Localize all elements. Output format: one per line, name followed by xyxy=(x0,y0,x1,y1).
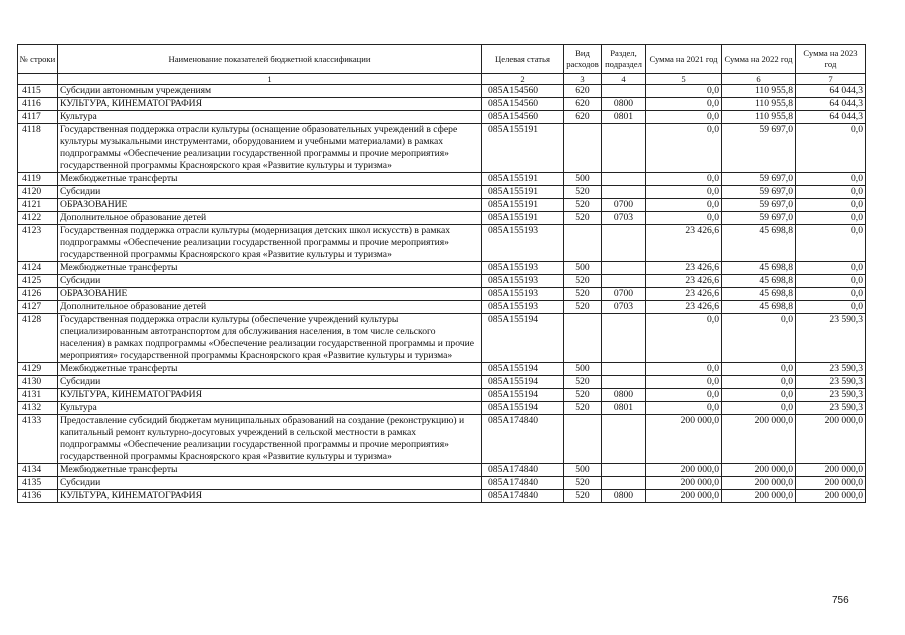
section-code xyxy=(602,85,646,98)
target-article: 085A155194 xyxy=(482,314,564,363)
target-article: 085A155191 xyxy=(482,186,564,199)
section-code: 0800 xyxy=(602,490,646,503)
sum-2023: 23 590,3 xyxy=(796,402,866,415)
sum-2021: 200 000,0 xyxy=(646,490,722,503)
sum-2021: 23 426,6 xyxy=(646,262,722,275)
target-article: 085A155191 xyxy=(482,173,564,186)
column-index: 1 xyxy=(58,74,482,85)
row-number: 4134 xyxy=(18,464,58,477)
sum-2023: 23 590,3 xyxy=(796,389,866,402)
column-index: 6 xyxy=(722,74,796,85)
target-article: 085A155191 xyxy=(482,124,564,173)
sum-2023: 200 000,0 xyxy=(796,490,866,503)
target-article: 085A174840 xyxy=(482,464,564,477)
sum-2021: 23 426,6 xyxy=(646,275,722,288)
table-row xyxy=(18,490,866,503)
column-index: 7 xyxy=(796,74,866,85)
table-row xyxy=(18,111,866,124)
header-row-number: № строки xyxy=(18,45,58,74)
sum-2021: 200 000,0 xyxy=(646,477,722,490)
row-number: 4118 xyxy=(18,124,58,173)
indicator-name: Дополнительное образование детей xyxy=(58,212,482,225)
expense-type xyxy=(564,314,602,363)
row-number: 4130 xyxy=(18,376,58,389)
indicator-name: Межбюджетные трансферты xyxy=(58,363,482,376)
budget-table xyxy=(17,44,866,503)
sum-2022: 45 698,8 xyxy=(722,262,796,275)
row-number: 4123 xyxy=(18,225,58,262)
row-number: 4124 xyxy=(18,262,58,275)
header-section: Раздел, подраздел xyxy=(602,45,646,74)
header-sum-2023: Сумма на 2023 год xyxy=(796,45,866,74)
row-number: 4120 xyxy=(18,186,58,199)
row-number: 4129 xyxy=(18,363,58,376)
sum-2022: 0,0 xyxy=(722,402,796,415)
indicator-name: Межбюджетные трансферты xyxy=(58,262,482,275)
indicator-name: Государственная поддержка отрасли культуры (оснащение образовательных учреждений в сфере культуры музыкальными инструментами, оборудованием и учебными материалами) в рамках подпрограммы «Обеспечение реализации государственной программы и прочие мероприятия» государственной программы Красноярского края «Развитие культуры и туризма» xyxy=(58,124,482,173)
sum-2022: 200 000,0 xyxy=(722,415,796,464)
sum-2023: 0,0 xyxy=(796,124,866,173)
sum-2023: 64 044,3 xyxy=(796,111,866,124)
section-code: 0700 xyxy=(602,288,646,301)
section-code: 0703 xyxy=(602,301,646,314)
indicator-name: Субсидии xyxy=(58,186,482,199)
sum-2022: 110 955,8 xyxy=(722,85,796,98)
indicator-name: Культура xyxy=(58,402,482,415)
expense-type: 520 xyxy=(564,490,602,503)
sum-2022: 59 697,0 xyxy=(722,186,796,199)
expense-type: 500 xyxy=(564,363,602,376)
sum-2022: 45 698,8 xyxy=(722,288,796,301)
table-row xyxy=(18,464,866,477)
row-number: 4121 xyxy=(18,199,58,212)
section-code xyxy=(602,124,646,173)
sum-2023: 0,0 xyxy=(796,288,866,301)
sum-2022: 45 698,8 xyxy=(722,275,796,288)
sum-2022: 0,0 xyxy=(722,376,796,389)
row-number: 4116 xyxy=(18,98,58,111)
sum-2021: 0,0 xyxy=(646,402,722,415)
sum-2021: 0,0 xyxy=(646,199,722,212)
target-article: 085A155194 xyxy=(482,389,564,402)
sum-2022: 59 697,0 xyxy=(722,199,796,212)
target-article: 085A155193 xyxy=(482,301,564,314)
sum-2022: 110 955,8 xyxy=(722,98,796,111)
header-row xyxy=(18,45,866,74)
sum-2022: 59 697,0 xyxy=(722,124,796,173)
column-index-row xyxy=(18,74,866,85)
section-code: 0800 xyxy=(602,389,646,402)
header-sum-2022: Сумма на 2022 год xyxy=(722,45,796,74)
sum-2021: 0,0 xyxy=(646,85,722,98)
target-article: 085A154560 xyxy=(482,98,564,111)
indicator-name: КУЛЬТУРА, КИНЕМАТОГРАФИЯ xyxy=(58,98,482,111)
indicator-name: Субсидии xyxy=(58,477,482,490)
row-number: 4115 xyxy=(18,85,58,98)
row-number: 4119 xyxy=(18,173,58,186)
section-code: 0801 xyxy=(602,402,646,415)
expense-type: 520 xyxy=(564,199,602,212)
expense-type: 520 xyxy=(564,376,602,389)
indicator-name: КУЛЬТУРА, КИНЕМАТОГРАФИЯ xyxy=(58,490,482,503)
table-row xyxy=(18,415,866,464)
row-number: 4135 xyxy=(18,477,58,490)
expense-type: 520 xyxy=(564,212,602,225)
sum-2022: 110 955,8 xyxy=(722,111,796,124)
indicator-name: КУЛЬТУРА, КИНЕМАТОГРАФИЯ xyxy=(58,389,482,402)
expense-type: 620 xyxy=(564,111,602,124)
table-row xyxy=(18,477,866,490)
section-code xyxy=(602,363,646,376)
indicator-name: Субсидии xyxy=(58,275,482,288)
table-row xyxy=(18,275,866,288)
sum-2023: 0,0 xyxy=(796,275,866,288)
expense-type: 520 xyxy=(564,186,602,199)
expense-type: 520 xyxy=(564,275,602,288)
section-code: 0703 xyxy=(602,212,646,225)
section-code: 0700 xyxy=(602,199,646,212)
table-row xyxy=(18,262,866,275)
row-number: 4127 xyxy=(18,301,58,314)
section-code xyxy=(602,376,646,389)
indicator-name: Субсидии xyxy=(58,376,482,389)
header-expense-type: Вид расходов xyxy=(564,45,602,74)
table-row xyxy=(18,301,866,314)
sum-2021: 23 426,6 xyxy=(646,225,722,262)
sum-2023: 64 044,3 xyxy=(796,85,866,98)
table-row xyxy=(18,376,866,389)
target-article: 085A174840 xyxy=(482,477,564,490)
sum-2022: 0,0 xyxy=(722,389,796,402)
table-row xyxy=(18,314,866,363)
indicator-name: Межбюджетные трансферты xyxy=(58,173,482,186)
target-article: 085A155193 xyxy=(482,225,564,262)
sum-2023: 0,0 xyxy=(796,301,866,314)
sum-2023: 0,0 xyxy=(796,199,866,212)
sum-2022: 59 697,0 xyxy=(722,212,796,225)
sum-2023: 200 000,0 xyxy=(796,477,866,490)
sum-2022: 59 697,0 xyxy=(722,173,796,186)
sum-2021: 0,0 xyxy=(646,212,722,225)
indicator-name: Культура xyxy=(58,111,482,124)
sum-2022: 45 698,8 xyxy=(722,301,796,314)
target-article: 085A155193 xyxy=(482,288,564,301)
expense-type: 500 xyxy=(564,464,602,477)
table-row xyxy=(18,212,866,225)
section-code xyxy=(602,225,646,262)
expense-type: 520 xyxy=(564,301,602,314)
column-index: 4 xyxy=(602,74,646,85)
row-number: 4126 xyxy=(18,288,58,301)
section-code xyxy=(602,477,646,490)
indicator-name: ОБРАЗОВАНИЕ xyxy=(58,288,482,301)
expense-type: 520 xyxy=(564,389,602,402)
column-index: 2 xyxy=(482,74,564,85)
expense-type: 520 xyxy=(564,288,602,301)
row-number: 4128 xyxy=(18,314,58,363)
sum-2021: 200 000,0 xyxy=(646,415,722,464)
table-row xyxy=(18,124,866,173)
sum-2023: 200 000,0 xyxy=(796,415,866,464)
row-number: 4125 xyxy=(18,275,58,288)
indicator-name: Межбюджетные трансферты xyxy=(58,464,482,477)
column-index-empty xyxy=(18,74,58,85)
sum-2021: 0,0 xyxy=(646,98,722,111)
indicator-name: ОБРАЗОВАНИЕ xyxy=(58,199,482,212)
expense-type xyxy=(564,415,602,464)
target-article: 085A154560 xyxy=(482,111,564,124)
sum-2022: 200 000,0 xyxy=(722,464,796,477)
indicator-name: Государственная поддержка отрасли культуры (модернизация детских школ искусств) в рамках подпрограммы «Обеспечение реализации государственной программы и прочие мероприятия» государственной программы Красноярского края «Развитие культуры и туризма» xyxy=(58,225,482,262)
target-article: 085A155194 xyxy=(482,402,564,415)
table-row xyxy=(18,402,866,415)
sum-2022: 200 000,0 xyxy=(722,490,796,503)
section-code xyxy=(602,464,646,477)
target-article: 085A155193 xyxy=(482,275,564,288)
target-article: 085A155194 xyxy=(482,376,564,389)
section-code xyxy=(602,186,646,199)
target-article: 085A155194 xyxy=(482,363,564,376)
expense-type: 500 xyxy=(564,173,602,186)
sum-2021: 200 000,0 xyxy=(646,464,722,477)
target-article: 085A155193 xyxy=(482,262,564,275)
sum-2021: 0,0 xyxy=(646,124,722,173)
indicator-name: Государственная поддержка отрасли культуры (обеспечение учреждений культуры специализированным автотранспортом для обслуживания населения, в том числе сельского населения) в рамках подпрограммы «Обеспечение реализации государственной программы и прочие мероприятия» государственной программы Красноярского края «Развитие культуры и туризма» xyxy=(58,314,482,363)
expense-type xyxy=(564,124,602,173)
table-row xyxy=(18,173,866,186)
sum-2023: 0,0 xyxy=(796,186,866,199)
expense-type: 620 xyxy=(564,85,602,98)
sum-2022: 200 000,0 xyxy=(722,477,796,490)
expense-type: 520 xyxy=(564,477,602,490)
section-code xyxy=(602,275,646,288)
header-sum-2021: Сумма на 2021 год xyxy=(646,45,722,74)
row-number: 4122 xyxy=(18,212,58,225)
section-code: 0800 xyxy=(602,98,646,111)
sum-2023: 0,0 xyxy=(796,262,866,275)
header-target-article: Целевая статья xyxy=(482,45,564,74)
row-number: 4132 xyxy=(18,402,58,415)
sum-2021: 23 426,6 xyxy=(646,301,722,314)
expense-type: 500 xyxy=(564,262,602,275)
table-row xyxy=(18,199,866,212)
column-index: 3 xyxy=(564,74,602,85)
indicator-name: Предоставление субсидий бюджетам муниципальных образований на создание (реконструкцию) и капитальный ремонт культурно-досуговых учреждений в сельской местности в рамках подпрограммы «Обеспечение реализации государственной программы и прочие мероприятия» государственной программы Красноярского края «Развитие культуры и туризма» xyxy=(58,415,482,464)
target-article: 085A154560 xyxy=(482,85,564,98)
sum-2021: 0,0 xyxy=(646,389,722,402)
indicator-name: Субсидии автономным учреждениям xyxy=(58,85,482,98)
sum-2022: 0,0 xyxy=(722,314,796,363)
section-code xyxy=(602,173,646,186)
expense-type: 620 xyxy=(564,98,602,111)
row-number: 4133 xyxy=(18,415,58,464)
sum-2023: 23 590,3 xyxy=(796,314,866,363)
section-code xyxy=(602,314,646,363)
table-row xyxy=(18,225,866,262)
sum-2023: 23 590,3 xyxy=(796,376,866,389)
sum-2023: 0,0 xyxy=(796,212,866,225)
indicator-name: Дополнительное образование детей xyxy=(58,301,482,314)
target-article: 085A174840 xyxy=(482,490,564,503)
column-index: 5 xyxy=(646,74,722,85)
sum-2023: 64 044,3 xyxy=(796,98,866,111)
section-code xyxy=(602,415,646,464)
expense-type: 520 xyxy=(564,402,602,415)
section-code: 0801 xyxy=(602,111,646,124)
table-row xyxy=(18,389,866,402)
table-body xyxy=(18,85,866,503)
sum-2023: 23 590,3 xyxy=(796,363,866,376)
target-article: 085A155191 xyxy=(482,199,564,212)
table-row xyxy=(18,363,866,376)
sum-2021: 0,0 xyxy=(646,314,722,363)
row-number: 4117 xyxy=(18,111,58,124)
sum-2023: 0,0 xyxy=(796,225,866,262)
row-number: 4131 xyxy=(18,389,58,402)
expense-type xyxy=(564,225,602,262)
sum-2021: 0,0 xyxy=(646,376,722,389)
page-number: 756 xyxy=(832,595,849,606)
sum-2021: 0,0 xyxy=(646,186,722,199)
sum-2021: 0,0 xyxy=(646,111,722,124)
row-number: 4136 xyxy=(18,490,58,503)
table-row xyxy=(18,288,866,301)
sum-2021: 0,0 xyxy=(646,363,722,376)
table-row xyxy=(18,186,866,199)
header-indicator-name: Наименование показателей бюджетной классификации xyxy=(58,45,482,74)
section-code xyxy=(602,262,646,275)
target-article: 085A174840 xyxy=(482,415,564,464)
table-row xyxy=(18,85,866,98)
target-article: 085A155191 xyxy=(482,212,564,225)
sum-2021: 23 426,6 xyxy=(646,288,722,301)
sum-2022: 0,0 xyxy=(722,363,796,376)
table-row xyxy=(18,98,866,111)
sum-2021: 0,0 xyxy=(646,173,722,186)
sum-2023: 0,0 xyxy=(796,173,866,186)
sum-2023: 200 000,0 xyxy=(796,464,866,477)
sum-2022: 45 698,8 xyxy=(722,225,796,262)
